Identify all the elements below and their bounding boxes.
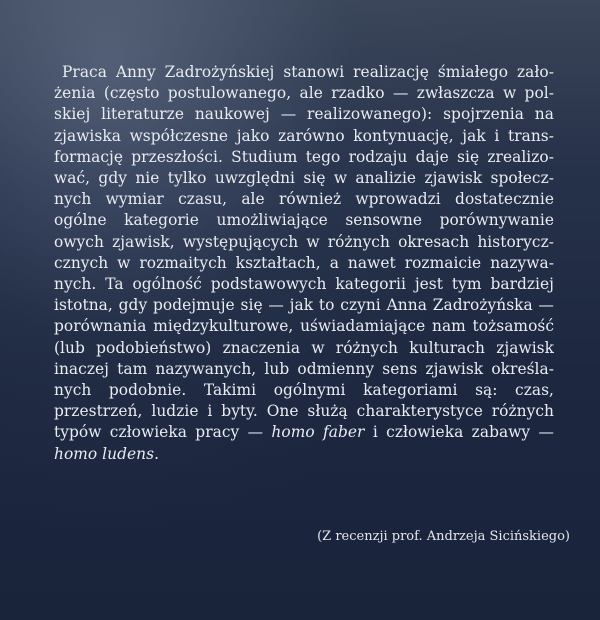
review-paragraph (54, 62, 554, 465)
paragraph-line: owych zjawisk, występujących w różnych okresach historycz- (54, 232, 554, 251)
line-text-end: . (154, 444, 160, 463)
review-attribution: (Z recenzji prof. Andrzeja Sicińskiego) (317, 529, 570, 544)
paragraph-line: cznych w rozmaitych kształtach, a nawet rozmaicie nazywa- (54, 253, 554, 272)
paragraph-line: nych. Ta ogólność podstawowych kategorii jest tym bardziej (54, 275, 554, 294)
paragraph-line: (lub podobieństwo) znaczenia w różnych kulturach zjawisk (54, 338, 554, 357)
homo-ludens-term: homo ludens (54, 444, 155, 463)
paragraph-line: nych wymiar czasu, ale również wprowadzi dostatecznie (54, 190, 554, 209)
paragraph-line: żenia (często postulowanego, ale rzadko — zwłaszcza w pol- (54, 84, 554, 103)
paragraph-line: Praca Anny Zadrożyńskiej stanowi realizację śmiałego zało- (62, 63, 554, 81)
paragraph-line: skiej literaturze naukowej — realizowanego): spojrzenia na (54, 105, 554, 124)
paragraph-line: inaczej tam nazywanych, lub odmienny sens zjawisk określa- (54, 359, 554, 378)
line-text-start: typów człowieka pracy — (54, 423, 272, 442)
paragraph-line: ogólne kategorie umożliwiające sensowne porównywanie (54, 211, 554, 230)
paragraph-line: istotna, gdy podejmuje się — jak to czyni Anna Zadrożyńska — (54, 296, 554, 315)
paragraph-line: formację przeszłości. Studium tego rodzaju daje się zrealizo- (54, 147, 554, 166)
paragraph-line-homo-ludens (54, 444, 554, 465)
paragraph-line: wać, gdy nie tylko uwzględni się w analizie zjawisk społecz- (54, 169, 554, 188)
paragraph-line: porównania międzykulturowe, uświadamiające nam tożsamość (54, 317, 554, 336)
paragraph-line-homo-faber (54, 422, 554, 443)
paragraph-line: zjawiska współczesne jako zarówno kontynuację, jak i trans- (54, 126, 554, 145)
line-text-end: i człowieka zabawy — (364, 423, 554, 442)
paragraph-line: przestrzeń, ludzie i byty. One służą charakterystyce różnych (54, 402, 554, 421)
paragraph-line: nych podobnie. Takimi ogólnymi kategoriami są: czas, (54, 381, 554, 400)
homo-faber-term: homo faber (271, 423, 365, 442)
